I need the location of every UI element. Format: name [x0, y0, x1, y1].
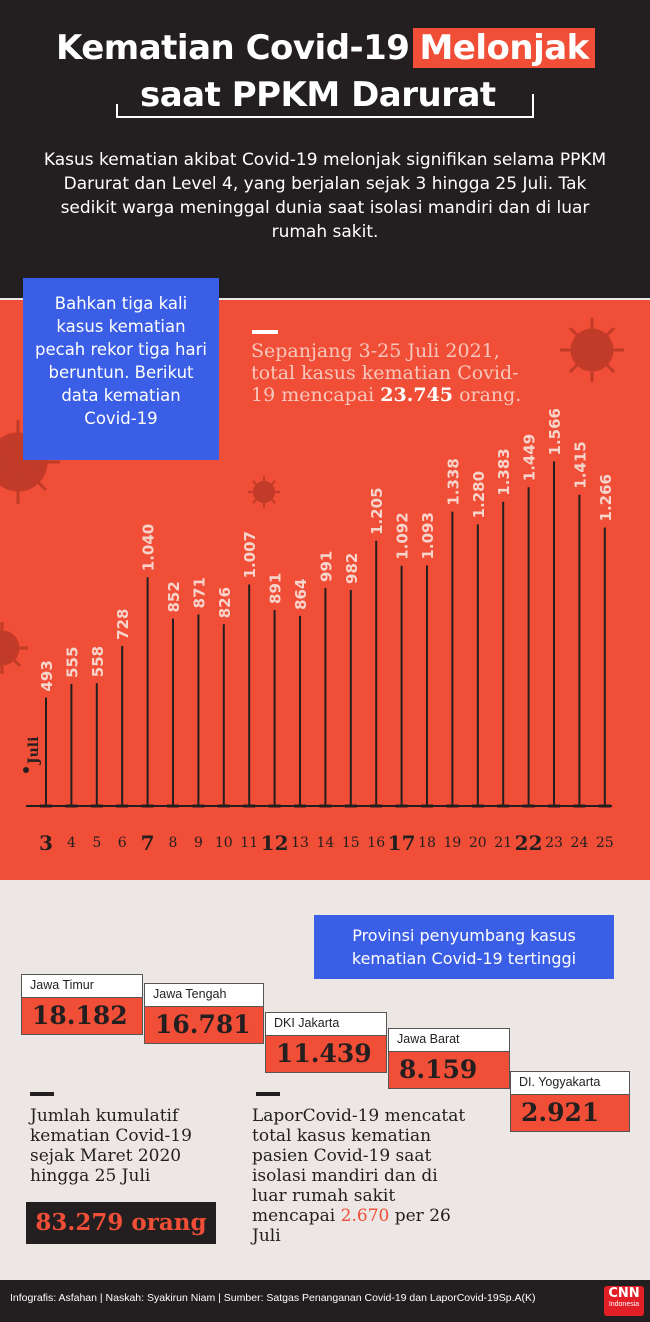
title-line-2: saat PPKM Darurat [140, 75, 496, 115]
province-value: 8.159 [388, 1052, 510, 1089]
province-name: DKI Jakarta [265, 1012, 387, 1036]
category-label: 22 [514, 831, 543, 855]
laporcovid-value: 2.670 [340, 1206, 390, 1226]
value-label: 1.092 [393, 512, 412, 560]
title-text: Kematian Covid-19 [56, 28, 410, 68]
province-name: Jawa Barat [388, 1028, 510, 1052]
value-label: 1.338 [444, 458, 463, 506]
category-label: 9 [193, 835, 203, 851]
category-label: 12 [260, 831, 289, 855]
value-label: 728 [114, 608, 133, 640]
laporcovid-text: LaporCovid-19 mencatat total kasus kematian pasien Covid-19 saat isolasi mandiri dan di luar rumah sakit mencapai [252, 1106, 466, 1226]
category-label: 3 [39, 831, 53, 855]
chart-callout: Bahkan tiga kali kasus kematian pecah rekor tiga hari beruntun. Berikut data kematian Covid-19 [23, 278, 219, 460]
intro-text: Kasus kematian akibat Covid-19 melonjak signifikan selama PPKM Darurat dan Level 4, yang berjalan sejak 3 hingga 25 Juli. Tak sedikit warga meninggal dunia saat isolasi mandiri dan di luar rumah sakit. [43, 150, 607, 242]
cumulative-text: Jumlah kumulatif kematian Covid-19 sejak Maret 2020 hingga 25 Juli [30, 1106, 192, 1186]
title-line-1 [56, 28, 595, 68]
title-underline [116, 116, 534, 118]
province-card [510, 1071, 630, 1132]
title-highlight: Melonjak [413, 28, 594, 68]
category-label: 6 [117, 835, 127, 851]
category-label: 14 [316, 835, 335, 851]
province-value: 16.781 [144, 1007, 264, 1044]
province-value: 11.439 [265, 1036, 387, 1073]
value-label: 852 [165, 581, 183, 613]
province-name: Jawa Timur [21, 974, 143, 998]
value-label: 558 [88, 645, 107, 678]
category-label: 8 [168, 835, 178, 851]
value-label: 1.007 [241, 531, 260, 579]
cumulative-marker [30, 1092, 54, 1096]
cnn-logo [604, 1286, 644, 1316]
value-label: 555 [63, 646, 82, 678]
value-label: 891 [266, 572, 285, 604]
category-label: 23 [545, 835, 563, 851]
category-label: 7 [140, 831, 155, 855]
value-label: 1.449 [520, 433, 539, 482]
category-label: 10 [214, 835, 233, 851]
province-name: Jawa Tengah [144, 983, 264, 1007]
laporcovid-marker [256, 1092, 280, 1096]
category-label: 5 [92, 835, 102, 851]
value-label: 1.205 [368, 487, 387, 535]
provinces-title: Provinsi penyumbang kasus kematian Covid-19 tertinggi [314, 915, 614, 979]
value-label: 864 [292, 578, 310, 610]
province-name: DI. Yogyakarta [510, 1071, 630, 1095]
laporcovid-suffix: per 26 Juli [252, 1206, 451, 1246]
value-label: 1.040 [139, 523, 158, 572]
province-card [144, 983, 264, 1044]
deaths-bar-chart [0, 298, 650, 880]
province-card [21, 974, 143, 1035]
cumulative-value: 83.279 orang [26, 1202, 216, 1244]
category-label: 21 [494, 835, 513, 851]
category-label: 19 [443, 835, 462, 851]
category-label: 18 [418, 835, 436, 851]
total-value: 23.745 [380, 384, 454, 406]
category-label: 15 [341, 835, 360, 851]
laporcovid-summary [252, 1106, 474, 1246]
value-label: 1.566 [546, 408, 564, 456]
value-label: 1.266 [596, 474, 615, 522]
credits: Infografis: Asfahan | Naskah: Syakirun Niam | Sumber: Satgas Penanganan Covid-19 dan LaporCovid-19Sp.A(K) [10, 1292, 536, 1304]
axis-label: Juli [26, 736, 42, 764]
total-unit: orang. [459, 384, 522, 406]
province-card [265, 1012, 387, 1073]
logo-text: CNN [608, 1286, 640, 1301]
value-label: 826 [215, 586, 234, 619]
category-label: 13 [291, 835, 309, 851]
total-text: Sepanjang 3-25 Juli 2021, total kasus kematian Covid-19 mencapai [251, 340, 519, 406]
province-card [388, 1028, 510, 1089]
value-label: 1.093 [419, 512, 437, 560]
value-label: 1.415 [571, 441, 590, 489]
value-label: 1.383 [495, 448, 514, 496]
value-label: 871 [190, 577, 209, 609]
value-label: 982 [342, 552, 361, 584]
title-underline-right [532, 94, 534, 118]
category-label: 4 [66, 835, 76, 851]
province-value: 18.182 [21, 998, 143, 1035]
category-label: 24 [570, 835, 589, 851]
logo-sub: Indonesia [608, 1301, 640, 1308]
category-label: 20 [468, 835, 487, 851]
value-label: 493 [38, 660, 56, 692]
category-label: 16 [367, 835, 386, 851]
axis-dot [23, 767, 29, 773]
title-underline-left [116, 104, 118, 118]
value-label: 991 [317, 550, 336, 582]
category-label: 11 [240, 835, 259, 851]
province-value: 2.921 [510, 1095, 630, 1132]
category-label: 25 [595, 835, 614, 851]
category-label: 17 [387, 831, 416, 855]
value-label: 1.280 [469, 470, 488, 519]
